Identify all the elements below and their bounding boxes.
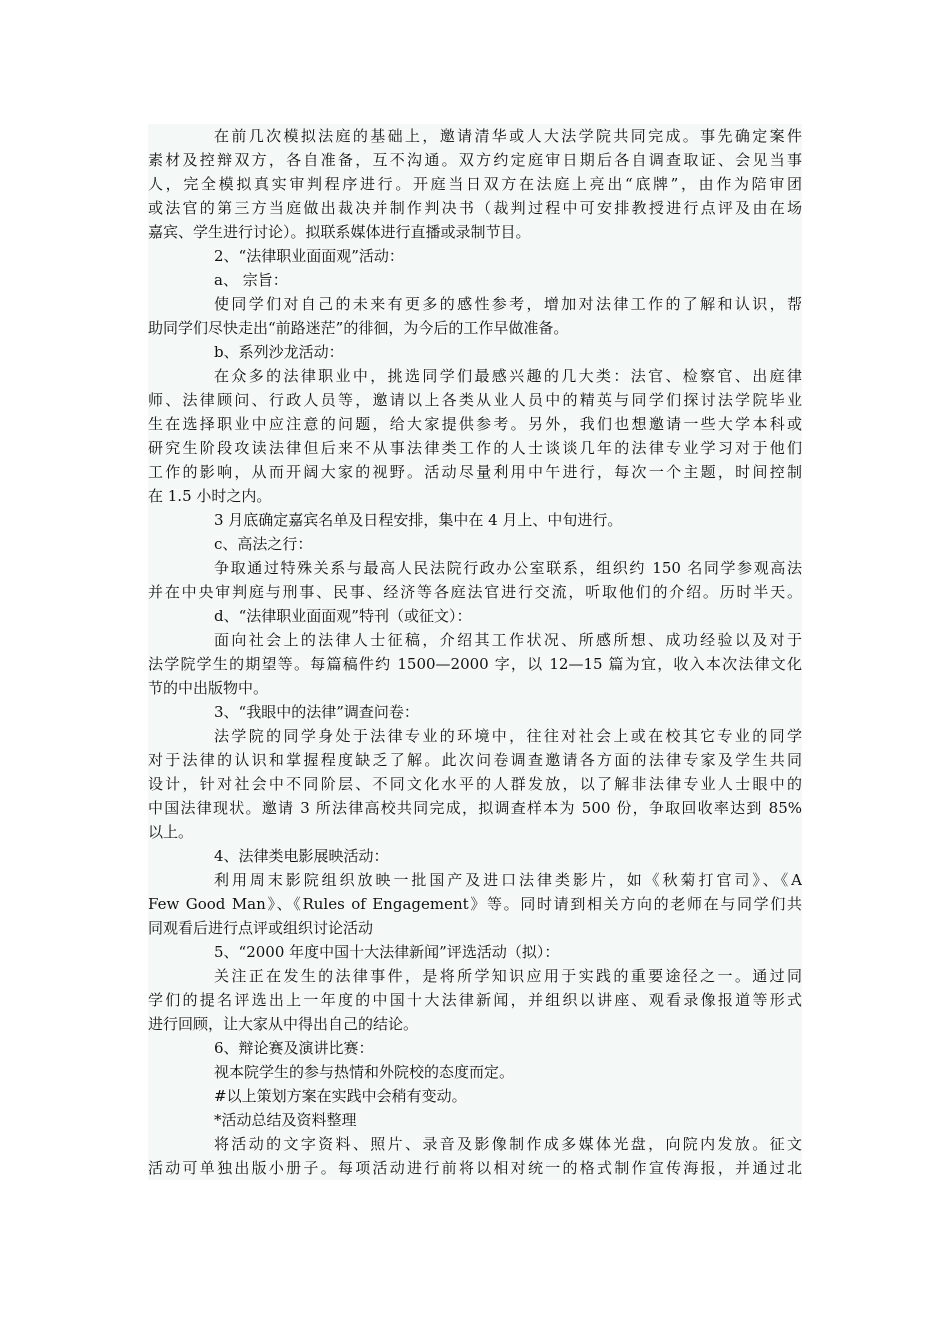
text-line: *活动总结及资料整理 — [148, 1108, 802, 1132]
text-line: 素材及控辩双方，各自准备，互不沟通。双方约定庭审日期后各自调查取证、会见当事 — [148, 148, 802, 172]
text-line: 3、“我眼中的法律”调查问卷： — [148, 700, 802, 724]
text-line: 对于法律的认识和掌握程度缺乏了解。此次问卷调查邀请各方面的法律专家及学生共同 — [148, 748, 802, 772]
text-line: 活动可单独出版小册子。每项活动进行前将以相对统一的格式制作宣传海报，并通过北 — [148, 1156, 802, 1180]
text-line: 研究生阶段攻读法律但后来不从事法律类工作的人士谈谈几年的法律专业学习对于他们 — [148, 436, 802, 460]
text-line: 面向社会上的法律人士征稿，介绍其工作状况、所感所想、成功经验以及对于 — [148, 628, 802, 652]
text-line: 法学院学生的期望等。每篇稿件约 1500—2000 字，以 12—15 篇为宜，收入本次法律文化 — [148, 652, 802, 676]
text-line: 节的中出版物中。 — [148, 676, 802, 700]
text-line: a、 宗旨： — [148, 268, 802, 292]
text-line: 6、辩论赛及演讲比赛： — [148, 1036, 802, 1060]
text-line: 3 月底确定嘉宾名单及日程安排，集中在 4 月上、中旬进行。 — [148, 508, 802, 532]
text-line: 关注正在发生的法律事件，是将所学知识应用于实践的重要途径之一。通过同 — [148, 964, 802, 988]
text-line: #以上策划方案在实践中会稍有变动。 — [148, 1084, 802, 1108]
text-line: 在众多的法律职业中，挑选同学们最感兴趣的几大类：法官、检察官、出庭律 — [148, 364, 802, 388]
text-line: 利用周末影院组织放映一批国产及进口法律类影片，如《秋菊打官司》、《A — [148, 868, 802, 892]
text-line: 嘉宾、学生进行讨论）。拟联系媒体进行直播或录制节目。 — [148, 220, 802, 244]
text-line: 2、“法律职业面面观”活动： — [148, 244, 802, 268]
text-line: 在前几次模拟法庭的基础上，邀请清华或人大法学院共同完成。事先确定案件 — [148, 124, 802, 148]
document-body — [148, 124, 802, 1180]
text-line: 设计，针对社会中不同阶层、不同文化水平的人群发放，以了解非法律专业人士眼中的 — [148, 772, 802, 796]
text-line: 视本院学生的参与热情和外院校的态度而定。 — [148, 1060, 802, 1084]
text-line: 助同学们尽快走出“前路迷茫”的徘徊，为今后的工作早做准备。 — [148, 316, 802, 340]
text-line: 4、法律类电影展映活动： — [148, 844, 802, 868]
text-line: 以上。 — [148, 820, 802, 844]
text-line: 人，完全模拟真实审判程序进行。开庭当日双方在法庭上亮出“底牌”，由作为陪审团 — [148, 172, 802, 196]
text-line: c、高法之行： — [148, 532, 802, 556]
text-line: d、“法律职业面面观”特刊（或征文）： — [148, 604, 802, 628]
text-line: 生在选择职业中应注意的问题，给大家提供参考。另外，我们也想邀请一些大学本科或 — [148, 412, 802, 436]
text-line: 争取通过特殊关系与最高人民法院行政办公室联系，组织约 150 名同学参观高法 — [148, 556, 802, 580]
text-line: Few Good Man》、《Rules of Engagement》等。同时请到相关方向的老师在与同学们共 — [148, 892, 802, 916]
text-line: 同观看后进行点评或组织讨论活动 — [148, 916, 802, 940]
text-line: 或法官的第三方当庭做出裁决并制作判决书（裁判过程中可安排教授进行点评及由在场 — [148, 196, 802, 220]
text-line: 并在中央审判庭与刑事、民事、经济等各庭法官进行交流，听取他们的介绍。历时半天。 — [148, 580, 802, 604]
text-line: b、系列沙龙活动： — [148, 340, 802, 364]
text-line: 工作的影响，从而开阔大家的视野。活动尽量利用中午进行，每次一个主题，时间控制 — [148, 460, 802, 484]
text-line: 使同学们对自己的未来有更多的感性参考，增加对法律工作的了解和认识，帮 — [148, 292, 802, 316]
text-line: 师、法律顾问、行政人员等，邀请以上各类从业人员中的精英与同学们探讨法学院毕业 — [148, 388, 802, 412]
text-line: 进行回顾，让大家从中得出自己的结论。 — [148, 1012, 802, 1036]
text-line: 学们的提名评选出上一年度的中国十大法律新闻，并组织以讲座、观看录像报道等形式 — [148, 988, 802, 1012]
text-line: 将活动的文字资料、照片、录音及影像制作成多媒体光盘，向院内发放。征文 — [148, 1132, 802, 1156]
text-line: 中国法律现状。邀请 3 所法律高校共同完成，拟调查样本为 500 份，争取回收率达到 85% — [148, 796, 802, 820]
text-line: 5、“2000 年度中国十大法律新闻”评选活动（拟）： — [148, 940, 802, 964]
text-line: 法学院的同学身处于法律专业的环境中，往往对社会上或在校其它专业的同学 — [148, 724, 802, 748]
text-line: 在 1.5 小时之内。 — [148, 484, 802, 508]
